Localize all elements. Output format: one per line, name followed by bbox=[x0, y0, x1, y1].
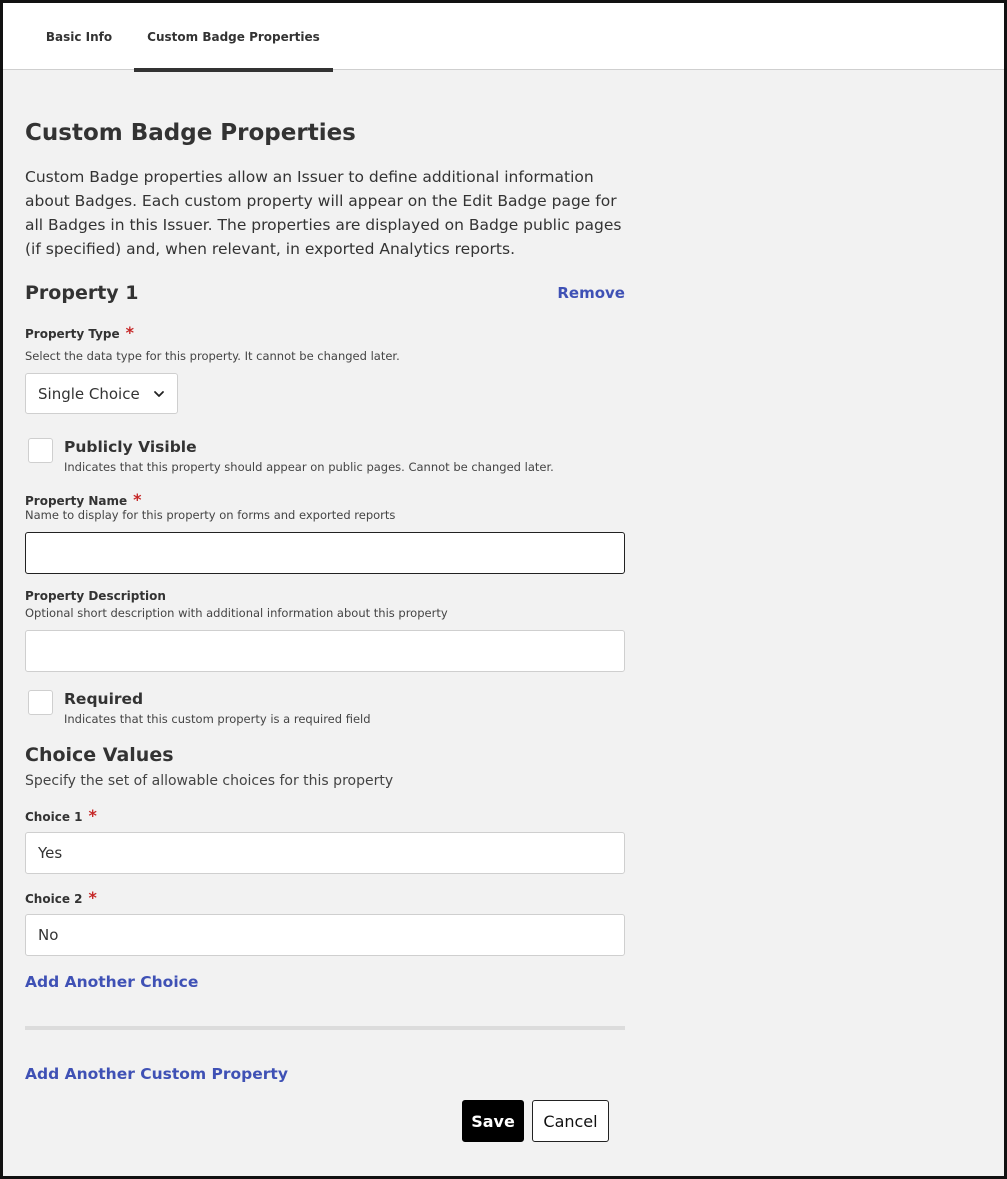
tab-bar bbox=[3, 3, 1004, 70]
choice-values-hint: Specify the set of allowable choices for this property bbox=[25, 773, 394, 789]
choice-2-label: Choice 2 bbox=[25, 892, 83, 906]
add-another-custom-property-link[interactable]: Add Another Custom Property bbox=[25, 1065, 288, 1083]
property-type-hint: Select the data type for this property. It cannot be changed later. bbox=[25, 349, 400, 363]
remove-property-link[interactable]: Remove bbox=[557, 284, 625, 302]
property-name-label: Property Name bbox=[25, 494, 128, 508]
required-mark: * bbox=[125, 323, 135, 342]
chevron-down-icon bbox=[152, 387, 166, 401]
required-mark: * bbox=[133, 490, 142, 509]
property-type-label-row bbox=[25, 323, 134, 342]
tab-custom-badge-properties[interactable]: Custom Badge Properties bbox=[134, 3, 333, 70]
section-divider bbox=[25, 1026, 625, 1030]
section-intro: Custom Badge properties allow an Issuer to define additional information about Badges. Each custom property will appear on the Edit Badge page for all Badges in this Issuer. The properties are displayed on Badge public pages (if specified) and, when relevant, in exported Analytics reports. bbox=[25, 168, 622, 258]
required-mark: * bbox=[88, 888, 97, 907]
required-checkbox[interactable] bbox=[28, 690, 53, 715]
cancel-button[interactable]: Cancel bbox=[532, 1100, 609, 1142]
choice-1-label-row bbox=[25, 806, 97, 825]
publicly-visible-checkbox[interactable] bbox=[28, 438, 53, 463]
property-name-input[interactable] bbox=[25, 532, 625, 574]
choice-2-input[interactable] bbox=[25, 914, 625, 956]
required-label: Required bbox=[64, 690, 144, 708]
property-name-label-row bbox=[25, 490, 142, 509]
save-button[interactable]: Save bbox=[462, 1100, 524, 1142]
tab-basic-info[interactable]: Basic Info bbox=[45, 29, 113, 44]
add-another-choice-link[interactable]: Add Another Choice bbox=[25, 973, 199, 991]
required-mark: * bbox=[88, 806, 97, 825]
publicly-visible-label: Publicly Visible bbox=[64, 438, 197, 456]
property-description-hint: Optional short description with additional information about this property bbox=[25, 606, 448, 620]
property-type-label: Property Type bbox=[25, 327, 120, 341]
publicly-visible-hint: Indicates that this property should appear on public pages. Cannot be changed later. bbox=[64, 460, 554, 474]
required-hint: Indicates that this custom property is a required field bbox=[64, 712, 371, 726]
choice-1-input[interactable] bbox=[25, 832, 625, 874]
choice-1-label: Choice 1 bbox=[25, 810, 83, 824]
property-description-input[interactable] bbox=[25, 630, 625, 672]
choice-values-heading: Choice Values bbox=[25, 744, 174, 766]
property-description-label: Property Description bbox=[25, 589, 166, 603]
property-type-select[interactable] bbox=[25, 373, 178, 414]
property-type-value: Single Choice bbox=[38, 384, 140, 403]
page-title: Custom Badge Properties bbox=[25, 120, 356, 146]
property-name-hint: Name to display for this property on forms and exported reports bbox=[25, 508, 396, 522]
property-heading: Property 1 bbox=[25, 282, 139, 304]
choice-2-label-row bbox=[25, 888, 97, 907]
